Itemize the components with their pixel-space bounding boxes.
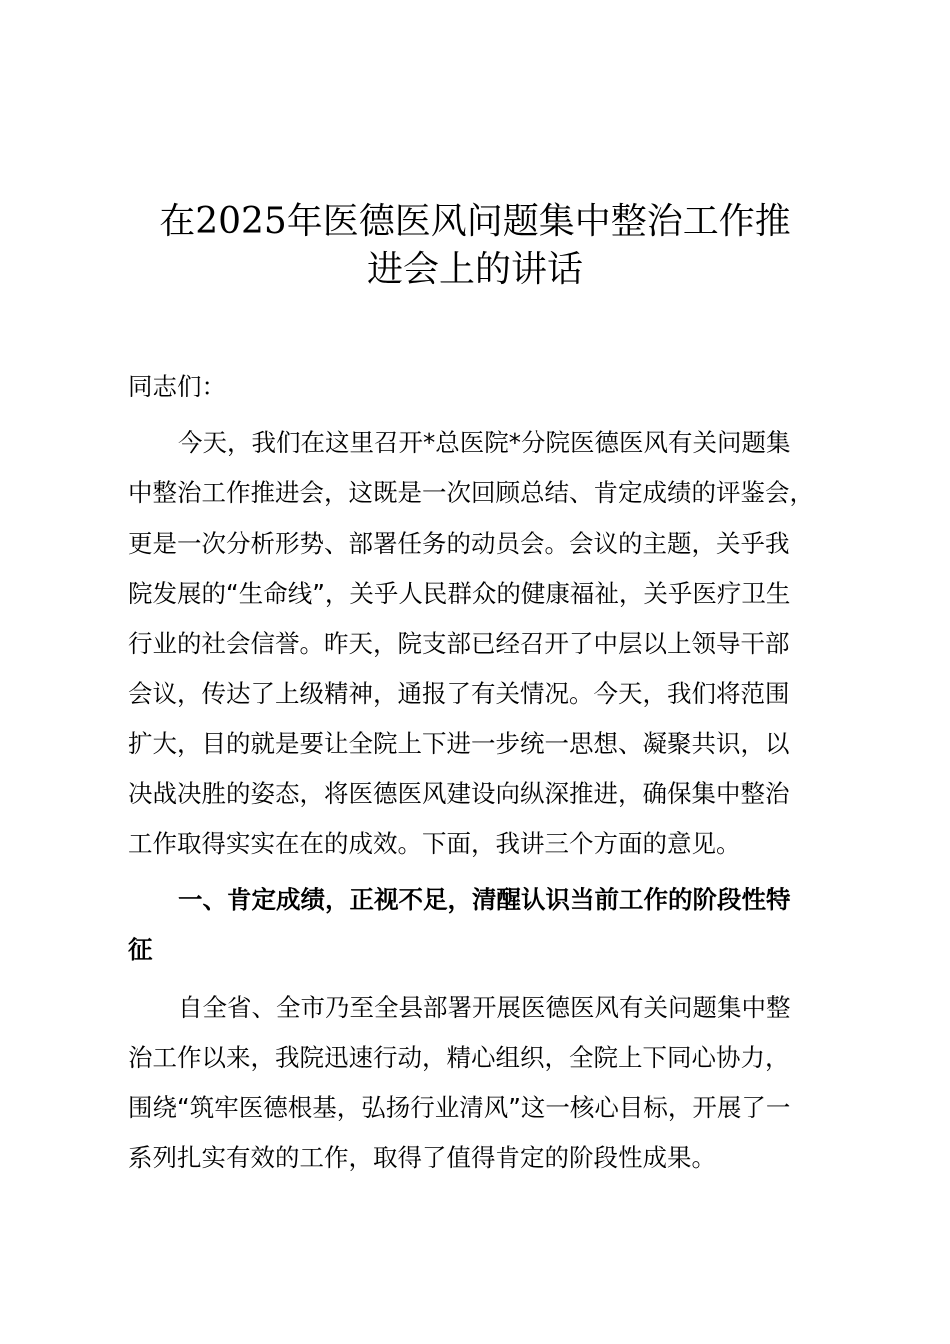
paragraph-1-line: 决战决胜的姿态，将医德医风建设向纵深推进，确保集中整治 bbox=[128, 779, 790, 808]
paragraph-1-line: 中整治工作推进会，这既是一次回顾总结、肯定成绩的评鉴会， bbox=[128, 478, 814, 507]
paragraph-1-line: 扩大，目的就是要让全院上下进一步统一思想、凝聚共识，以 bbox=[128, 729, 790, 758]
paragraph-2-line: 系列扎实有效的工作，取得了值得肯定的阶段性成果。 bbox=[128, 1143, 716, 1172]
section-heading-1-line-2: 征 bbox=[128, 935, 153, 964]
paragraph-1-line: 院发展的“生命线”，关乎人民群众的健康福祉，关乎医疗卫生 bbox=[128, 579, 791, 608]
document-title-line-1: 在2025年医德医风问题集中整治工作推 bbox=[159, 201, 791, 242]
paragraph-1-line: 会议，传达了上级精神，通报了有关情况。今天，我们将范围 bbox=[128, 679, 790, 708]
paragraph-1-line: 今天，我们在这里召开*总医院*分院医德医风有关问题集 bbox=[178, 428, 791, 457]
paragraph-2-line: 治工作以来，我院迅速行动，精心组织，全院上下同心协力， bbox=[128, 1043, 790, 1072]
paragraph-1-line: 工作取得实实在在的成效。下面，我讲三个方面的意见。 bbox=[128, 829, 741, 858]
paragraph-2-line: 围绕“筑牢医德根基，弘扬行业清风”这一核心目标，开展了一 bbox=[128, 1093, 791, 1122]
section-heading-1-line-1: 一、肯定成绩，正视不足，清醒认识当前工作的阶段性特 bbox=[178, 885, 791, 914]
salutation: 同志们： bbox=[128, 372, 226, 401]
paragraph-1-line: 更是一次分析形势、部署任务的动员会。会议的主题，关乎我 bbox=[128, 529, 790, 558]
paragraph-2-line: 自全省、全市乃至全县部署开展医德医风有关问题集中整 bbox=[178, 993, 791, 1022]
paragraph-1-line: 行业的社会信誉。昨天，院支部已经召开了中层以上领导干部 bbox=[128, 629, 790, 658]
document-title-line-2: 进会上的讲话 bbox=[366, 249, 583, 290]
